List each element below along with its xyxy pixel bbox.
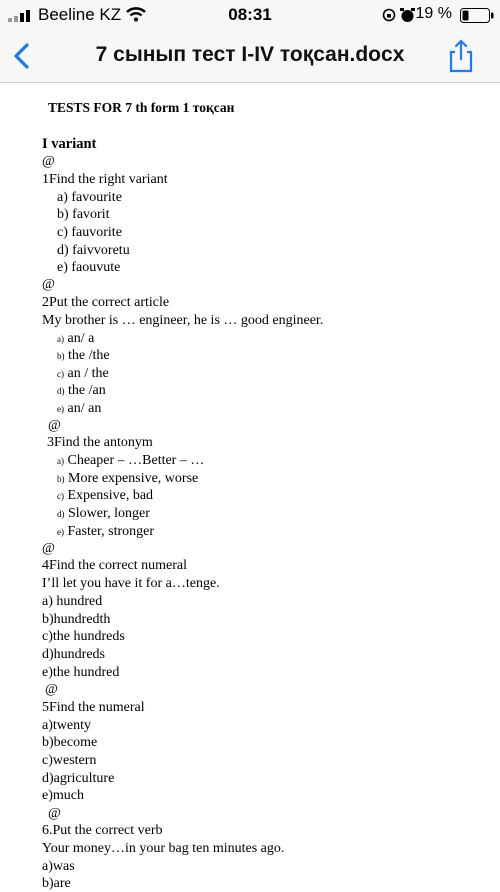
option-letter: a) — [57, 456, 64, 466]
option — [57, 488, 153, 504]
option-text: More expensive, worse — [68, 471, 199, 486]
option: b)become — [42, 735, 98, 750]
option — [57, 383, 106, 399]
clock: 08:31 — [228, 5, 272, 24]
alarm-icon — [400, 7, 415, 23]
question-sentence: My brother is … engineer, he is … good engineer. — [42, 313, 324, 328]
separator: @ — [42, 154, 55, 169]
option: c) fauvorite — [57, 225, 122, 240]
battery-icon — [460, 8, 494, 23]
question-text: 1Find the right variant — [42, 172, 168, 187]
option — [57, 453, 204, 469]
question-text: 4Find the correct numeral — [42, 558, 188, 573]
option-letter: d) — [57, 509, 65, 519]
option — [57, 524, 154, 540]
option-letter: b) — [57, 351, 65, 361]
option: e)the hundred — [42, 665, 120, 680]
variant-heading: I variant — [42, 136, 97, 152]
option: b)are — [42, 876, 71, 891]
carrier-label: Beeline KZ — [38, 5, 122, 24]
option: c)western — [42, 753, 97, 768]
option — [57, 331, 94, 347]
document-title: 7 сынып тест I-IV тоқсан.docx — [95, 43, 405, 66]
option-text: the /the — [68, 348, 110, 363]
option-letter: a) — [57, 334, 64, 344]
option-text: Faster, stronger — [67, 524, 155, 539]
option: b) favorit — [57, 207, 110, 222]
share-icon[interactable] — [446, 38, 476, 74]
option: a)twenty — [42, 718, 91, 733]
question-text: 6.Put the correct verb — [42, 823, 163, 838]
question-sentence: I’ll let you have it for a…tenge. — [42, 576, 220, 591]
option: a) hundred — [42, 594, 103, 609]
option: e) faouvute — [57, 260, 121, 275]
status-bar — [0, 0, 500, 30]
option — [57, 348, 110, 364]
option: d)agriculture — [42, 771, 115, 786]
doc-header: TESTS FOR 7 th form 1 тоқсан — [48, 100, 235, 115]
nav-bar — [0, 30, 500, 83]
rotation-lock-icon — [382, 8, 396, 22]
option-text: an/ an — [67, 401, 102, 416]
question-text: 2Put the correct article — [42, 295, 170, 310]
option: a) favourite — [57, 190, 122, 205]
option-letter: c) — [57, 369, 64, 379]
separator: @ — [42, 277, 55, 292]
option-letter: e) — [57, 527, 64, 537]
option — [57, 506, 150, 522]
battery-percent: 19 % — [415, 5, 452, 22]
option-letter: b) — [57, 474, 65, 484]
option: d) faivvoretu — [57, 243, 130, 258]
option-text: Expensive, bad — [67, 488, 154, 503]
option: e)much — [42, 788, 84, 803]
option — [57, 401, 101, 417]
option-letter: c) — [57, 491, 64, 501]
option-text: the /an — [68, 383, 106, 398]
option-text: an / the — [67, 366, 109, 381]
separator: @ — [42, 541, 55, 556]
option-letter: d) — [57, 386, 65, 396]
option: a)was — [42, 859, 75, 874]
option-text: an/ a — [67, 331, 95, 346]
option: b)hundredth — [42, 612, 111, 627]
question-text: 3Find the antonym — [47, 435, 153, 450]
document-content[interactable] — [0, 83, 500, 891]
separator: @ — [48, 806, 61, 821]
option: c)the hundreds — [42, 629, 125, 644]
separator: @ — [48, 418, 61, 433]
question-sentence: Your money…in your bag ten minutes ago. — [42, 841, 285, 856]
option-letter: e) — [57, 404, 64, 414]
separator: @ — [45, 682, 58, 697]
option — [57, 471, 198, 487]
option: d)hundreds — [42, 647, 105, 662]
option-text: Slower, longer — [68, 506, 150, 521]
option — [57, 366, 109, 382]
option-text: Cheaper – …Better – … — [67, 453, 205, 468]
question-text: 5Find the numeral — [42, 700, 145, 715]
